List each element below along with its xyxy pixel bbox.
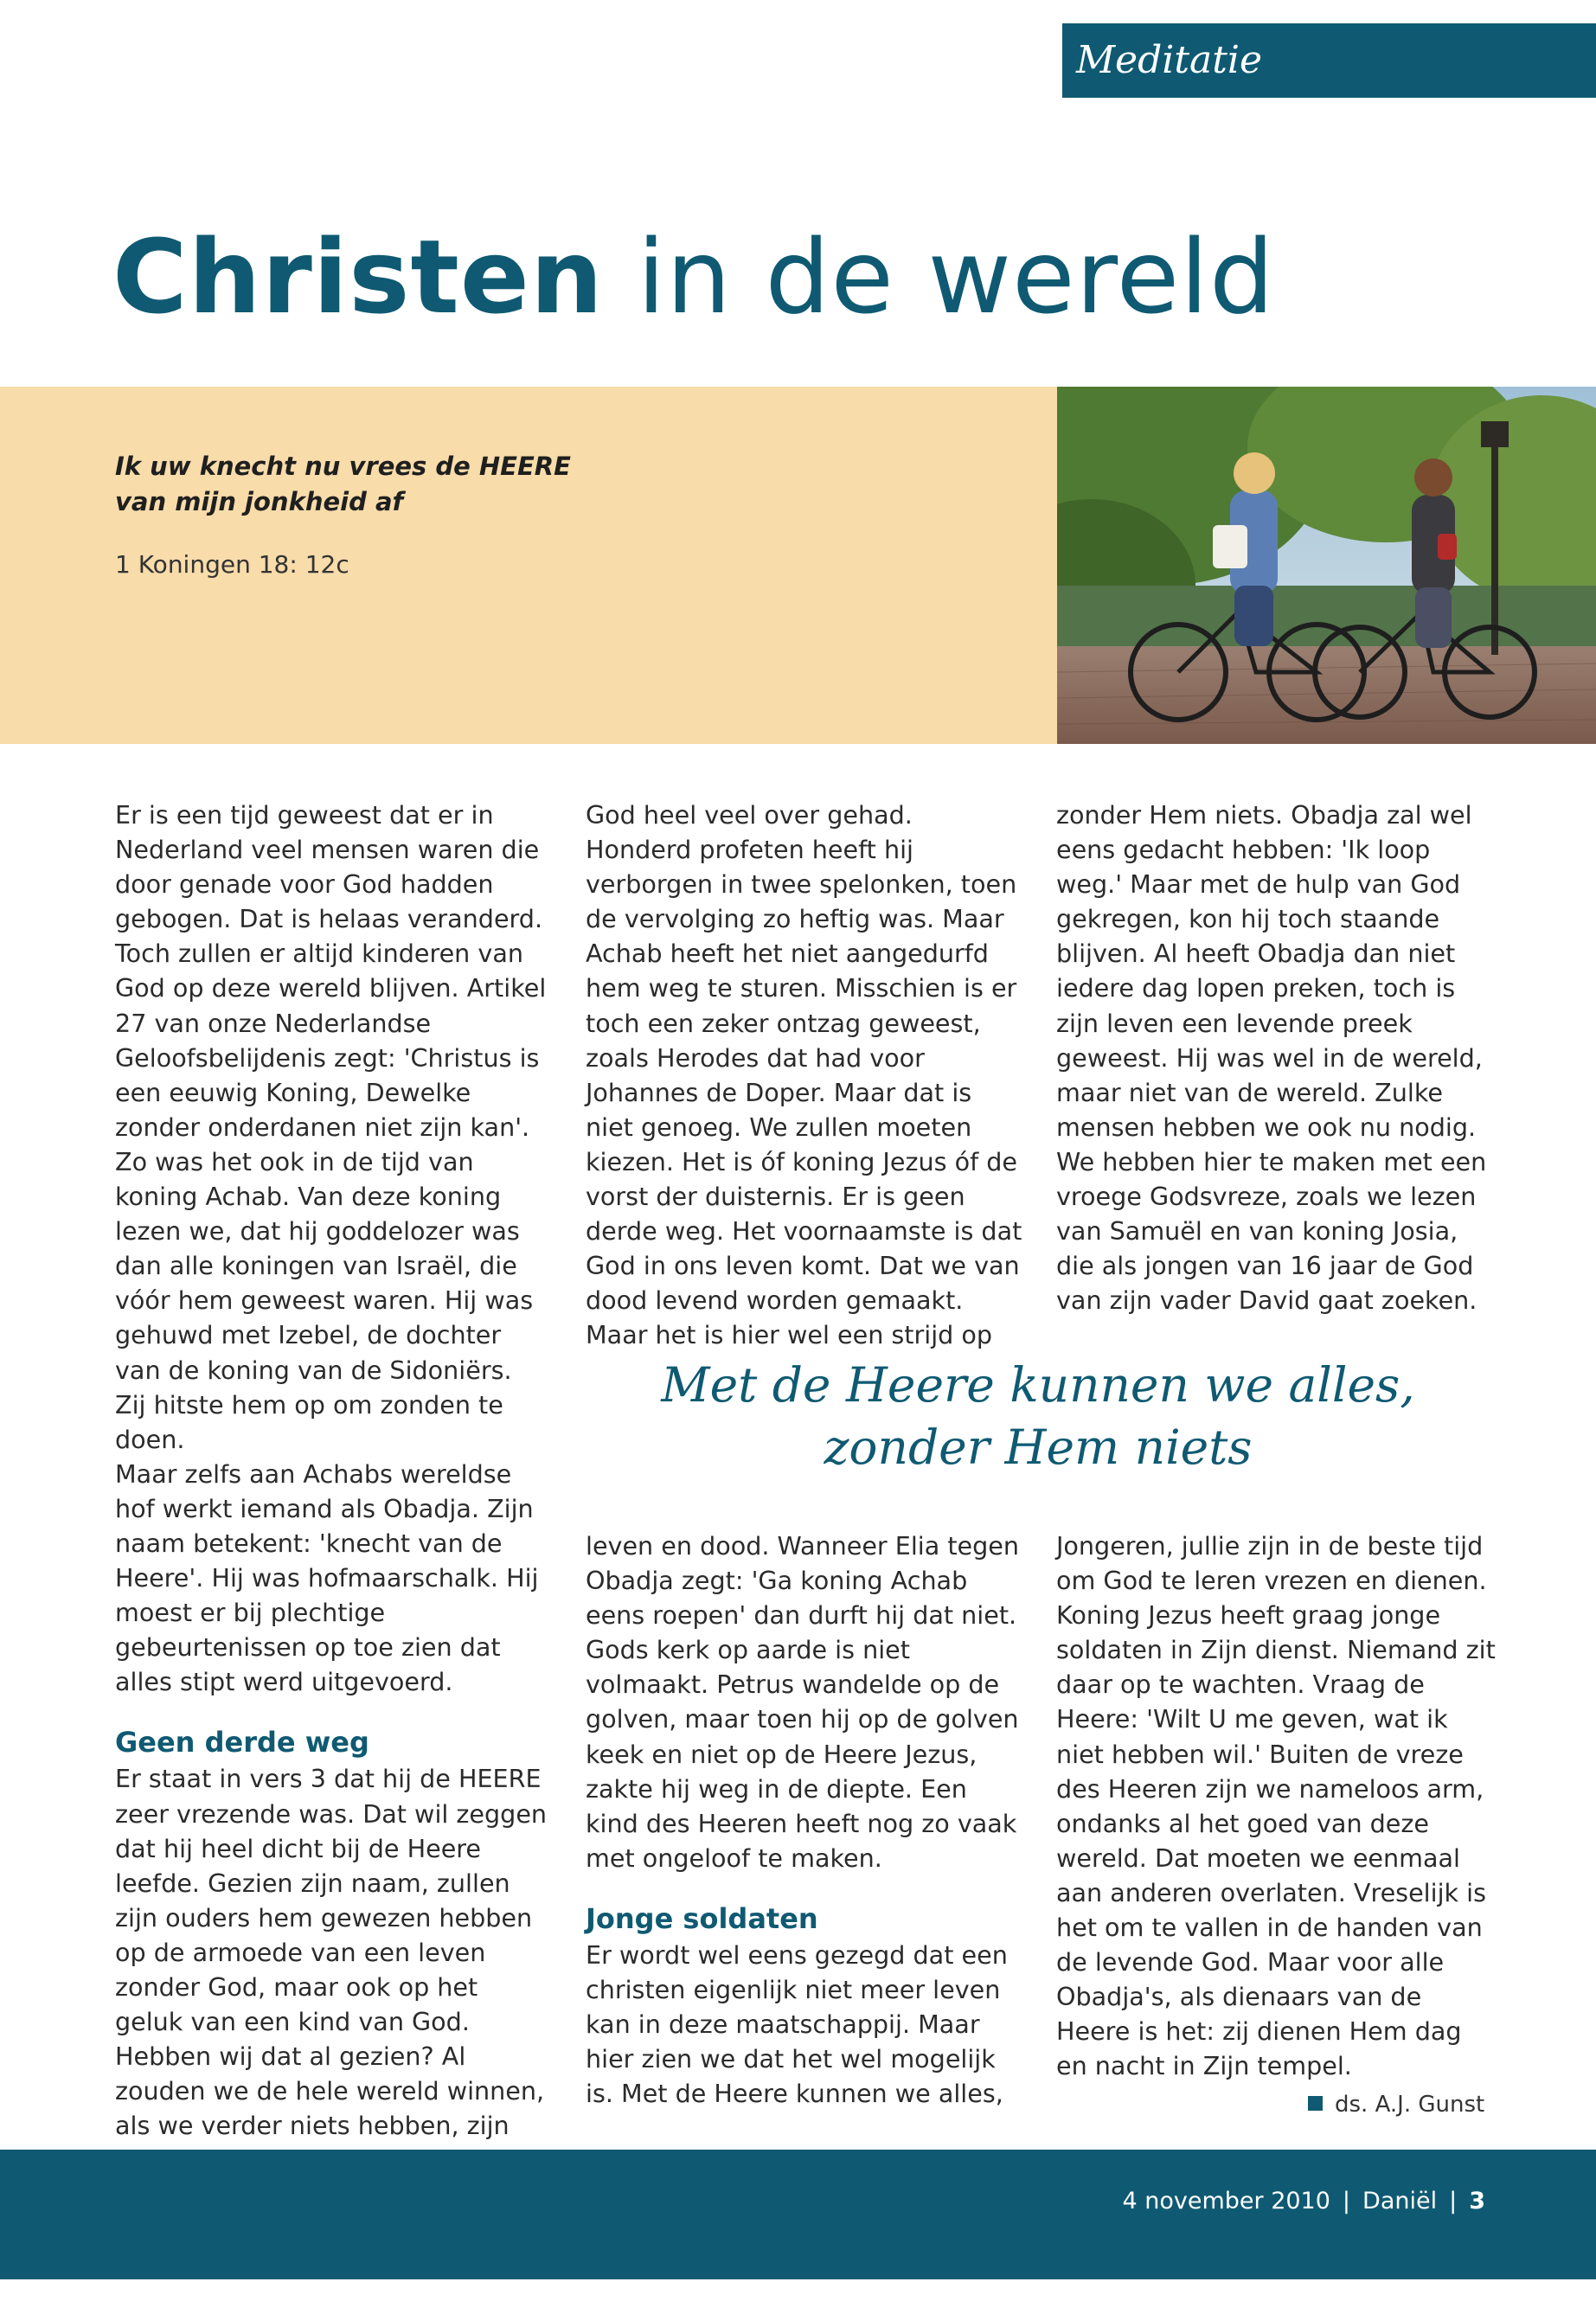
column-3-bottom	[1056, 1529, 1497, 2084]
page-title	[112, 216, 1275, 337]
heading-geen-derde-weg: Geen derde weg	[115, 1726, 369, 1759]
bible-quote-line-1: Ik uw knecht nu vrees de HEERE	[115, 452, 571, 481]
pull-quote	[588, 1354, 1488, 1478]
col1-paragraph-1: Er is een tijd geweest dat er in Nederland veel mensen waren die door genade voor God hadden gebogen. Dat is helaas veranderd. Toch zullen er altijd kinderen van God op deze wereld blijven. Artikel 27 van onze Nederlandse Geloofsbelijdenis zegt: 'Christus is een eeuwig Koning, Dewelke zonder onderdanen niet zijn kan'.	[115, 800, 547, 1142]
bible-quote	[115, 449, 721, 520]
column-1	[115, 798, 548, 2213]
col1-paragraph-4: Er staat in vers 3 dat hij de HEERE zeer vrezende was. Dat wil zeggen dat hij heel dicht bij de Heere leefde. Gezien zijn naam, zullen zijn ouders hem gewezen hebben op de armoede van een leven zonder God, maar ook op het geluk van een kind van God. Hebben wij dat al gezien? Al zouden we de hele wereld winnen, als we verder niets hebben, zijn	[115, 1764, 548, 2141]
column-2-bottom	[586, 1529, 1022, 2111]
bible-quote-line-2: van mijn jonkheid af	[115, 487, 404, 516]
cyclists-photo	[1057, 387, 1596, 744]
column-2-top	[586, 798, 1022, 1353]
col2-bottom-paragraph-2: Er wordt wel eens gezegd dat een christen eigenlijk niet meer leven kan in deze maatschappij. Maar hier zien we dat het wel mogelijk is. Met de Heere kunnen we alles,	[586, 1939, 1008, 2109]
col1-paragraph-2: Zo was het ook in de tijd van koning Achab. Van deze koning lezen we, dat hij goddelozer was dan alle koningen van Israël, die vóór hem geweest waren. Hij was gehuwd met Izebel, de dochter van de koning van de Sidoniërs. Zij hitste hem op om zonden te doen.	[115, 1146, 534, 1454]
author-name: ds. A.J. Gunst	[1335, 2092, 1485, 2118]
section-label: Meditatie	[1062, 23, 1596, 98]
col2-top-paragraph-1: God heel veel over gehad. Honderd profeten heeft hij verborgen in twee spelonken, toen de vervolging zo heftig was. Maar Achab heeft het niet aangedurfd hem weg te sturen. Misschien is er toch een zeker ontzag geweest, zoals Herodes dat had voor Johannes de Doper. Maar dat is niet genoeg. We zullen moeten kiezen. Het is óf koning Jezus óf de vorst der duisternis. Er is geen derde weg. Het voornaamste is dat God in ons leven komt. Dat we van dood levend worden gemaakt.	[586, 800, 1022, 1316]
footer-bar	[0, 2150, 1596, 2279]
author-signature	[1308, 2092, 1484, 2118]
footer-date: 4 november 2010	[1122, 2188, 1330, 2214]
heading-jonge-soldaten: Jonge soldaten	[586, 1901, 818, 1935]
footer-separator: |	[1449, 2188, 1458, 2214]
pull-quote-line-2: zonder Hem niets	[824, 1420, 1253, 1475]
author-square-icon	[1308, 2096, 1323, 2111]
col2-top-paragraph-2: Maar het is hier wel een strijd op	[586, 1320, 993, 1350]
bible-reference: 1 Koningen 18: 12c	[115, 550, 349, 579]
title-bold: Christen	[112, 217, 604, 336]
col3-top-paragraph-1: zonder Hem niets. Obadja zal wel eens gedacht hebben: 'Ik loop weg.' Maar met de hulp van God gekregen, kon hij toch staande blijven. Al heeft Obadja dan niet iedere dag lopen preken, toch is zijn leven een levende preek geweest. Hij was wel in de wereld, maar niet van de wereld. Zulke mensen hebben we ook nu nodig. We hebben hier te maken met een vroege Godsvreze, zoals we lezen van Samuël en van koning Josia, die als jongen van 16 jaar de God van zijn vader David gaat zoeken.	[1056, 800, 1487, 1316]
col3-bottom-paragraph-1: Jongeren, jullie zijn in de beste tijd om God te leren vrezen en dienen. Koning Jezus heeft graag jonge soldaten in Zijn dienst. Niemand zit daar op te wachten. Vraag de Heere: 'Wilt U me geven, wat ik niet hebben wil.' Buiten de vreze des Heeren zijn we nameloos arm, ondanks al het goed van deze wereld. Dat moeten we eenmaal aan anderen overlaten. Vreselijk is het om te vallen in de handen van de levende God. Maar voor alle Obadja's, als dienaars van de Heere is het: zij dienen Hem dag en nacht in Zijn tempel.	[1056, 1531, 1496, 2081]
footer-page-number: 3	[1469, 2188, 1485, 2214]
footer-separator: |	[1342, 2188, 1351, 2214]
col1-paragraph-3: Maar zelfs aan Achabs wereldse hof werkt iemand als Obadja. Zijn naam betekent: 'knecht van de Heere'. Hij was hofmaarschalk. Hij moest er bij plechtige gebeurtenissen op toe zien dat alles stipt werd uitgevoerd.	[115, 1458, 539, 1697]
footer-magazine: Daniël	[1362, 2188, 1438, 2214]
footer-text	[1122, 2188, 1485, 2214]
col2-bottom-paragraph-1: leven en dood. Wanneer Elia tegen Obadja zegt: 'Ga koning Achab eens roepen' dan durft hij dat niet. Gods kerk op aarde is niet volmaakt. Petrus wandelde op de golven, maar toen hij op de golven keek en niet op de Heere Jezus, zakte hij weg in de diepte. Een kind des Heeren heeft nog zo vaak met ongeloof te maken.	[586, 1531, 1020, 1873]
column-3-top	[1056, 798, 1497, 1317]
pull-quote-line-1: Met de Heere kunnen we alles,	[661, 1357, 1415, 1413]
title-rest: in de wereld	[603, 217, 1275, 336]
